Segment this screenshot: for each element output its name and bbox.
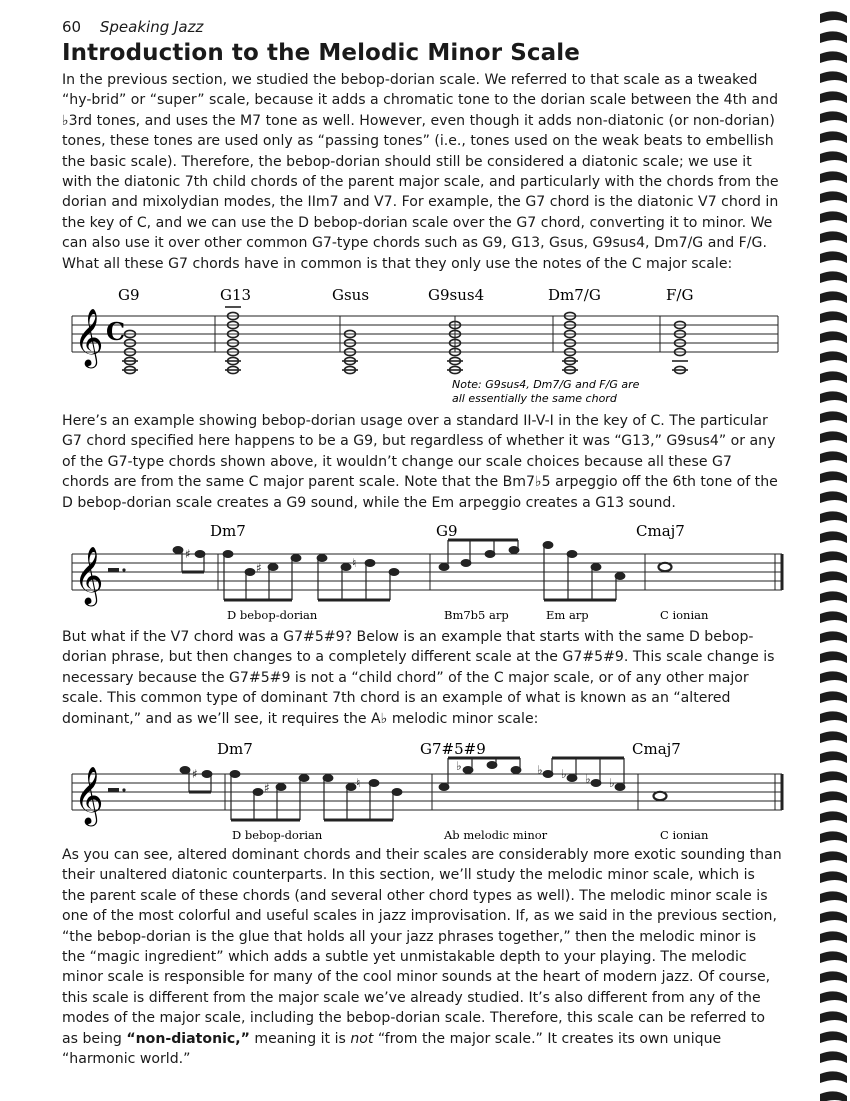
- binding-coil: [820, 511, 847, 523]
- sharp-icon: ♯: [192, 767, 198, 781]
- binding-coil: [820, 711, 847, 723]
- chord-symbol-dm7: Dm7: [210, 522, 246, 540]
- binding-coil: [820, 591, 847, 603]
- bold-term-non-diatonic: “non-diatonic,”: [126, 1030, 250, 1047]
- binding-coil: [820, 71, 847, 83]
- binding-coil: [820, 431, 847, 443]
- chord-symbol-g9: G9: [118, 286, 140, 304]
- binding-coil: [820, 51, 847, 63]
- section-title: Introduction to the Melodic Minor Scale: [62, 40, 580, 66]
- binding-coil: [820, 771, 847, 783]
- binding-coil: [820, 551, 847, 563]
- chord-symbol-g13: G13: [220, 286, 252, 304]
- dotted-half-rest: [108, 568, 126, 572]
- binding-coil: [820, 931, 847, 943]
- flat-icon: ♭: [456, 759, 462, 773]
- chord-symbol-g9sus4: G9sus4: [428, 286, 485, 304]
- binding-coil: [820, 11, 847, 23]
- running-title: Speaking Jazz: [99, 18, 204, 36]
- sharp-icon: ♯: [185, 547, 191, 561]
- whole-note: [659, 563, 672, 571]
- treble-clef-icon: 𝄞: [74, 766, 104, 824]
- binding-coil: [820, 731, 847, 743]
- binding-coil: [820, 211, 847, 223]
- binding-coil: [820, 691, 847, 703]
- chord-symbol-g7-sharp5-sharp9: G7#5#9: [420, 740, 486, 758]
- paragraph-melodic-minor-intro: [62, 845, 782, 1069]
- binding-coil: [820, 891, 847, 903]
- treble-clef-icon: 𝄞: [74, 546, 104, 604]
- paragraph-text: As you can see, altered dominant chords and their scales are considerably more exotic sounding than their unaltered diatonic counterparts. In this section, we’ll study the melodic minor scale, which is the parent scale of these chords (and several other chord types as well). The melodic minor scale is one of the most colorful and useful scales in jazz improvisation. If, as we said in the previous section, “the bebop-dorian is the glue that holds all your jazz phrases together,” then the melodic minor is the “magic ingredient” which adds a subtle yet unmistakable depth to your playing. The melodic minor scale is responsible for many of the cool minor sounds at the heart of modern jazz. Of course, this scale is different from the major scale we’ve already studied. It’s also different from any of the modes of the major scale, including the bebop-dorian scale. Therefore, this scale can be referred to as being: [62, 847, 782, 1047]
- flat-icon: ♭: [585, 772, 591, 786]
- binding-coil: [820, 351, 847, 363]
- binding-coil: [820, 191, 847, 203]
- voicing-note-line2: all essentially the same chord: [452, 392, 617, 405]
- example1-notation: [60, 282, 790, 410]
- example3-notation: [60, 738, 790, 844]
- melody-notes: [180, 758, 625, 820]
- binding-coil: [820, 611, 847, 623]
- binding-coil: [820, 831, 847, 843]
- staff-lines: [72, 316, 778, 352]
- italic-emphasis-not: not: [350, 1030, 374, 1047]
- treble-clef-icon: 𝄞: [74, 308, 104, 366]
- binding-coil: [820, 391, 847, 403]
- flat-icon: ♭: [561, 767, 567, 781]
- chord-symbol-dm7: Dm7: [217, 740, 253, 758]
- caption-bm7b5-arp: Bm7b5 arp: [444, 608, 509, 622]
- caption-c-ionian: C ionian: [660, 608, 709, 622]
- paragraph-intro: In the previous section, we studied the bebop-dorian scale. We referred to that scale as a tweaked “hy-brid” or “super” scale, because it adds a chromatic tone to the dorian scale between the 4th and ♭3rd tones, and uses the M7 tone as well. However, even though it adds non-diatonic (or non-dorian) tones, these tones are used only as “passing tones” (i.e., tones used on the weak beats to embellish the basic scale). Therefore, the bebop-dorian should still be considered a diatonic scale; we use it with the diatonic 7th child chords of the parent major scale, and particularly with the chords from the dorian and mixolydian modes, the IIm7 and V7. For example, the G7 chord is the diatonic V7 chord in the key of C, and we can use the D bebop-dorian scale over the G7 chord, converting it to minor. We can also use it over other common G7-type chords such as G9, G13, Gsus, G9sus4, Dm7/G and F/G. What all these G7 chords have in common is that they only use the notes of the C major scale:: [62, 72, 779, 272]
- voicing-note-line1: Note: G9sus4, Dm7/G and F/G are: [452, 378, 640, 391]
- binding-coil: [820, 1071, 847, 1083]
- chord-symbol-dm7-over-g: Dm7/G: [548, 286, 601, 304]
- chord-symbol-g9: G9: [436, 522, 458, 540]
- sharp-icon: ♯: [264, 781, 270, 795]
- binding-coil: [820, 331, 847, 343]
- binding-coil: [820, 1091, 847, 1101]
- binding-coil: [820, 911, 847, 923]
- page-number: 60: [62, 18, 82, 36]
- chord-symbol-f-over-g: F/G: [666, 286, 694, 304]
- chord-voicing-f-over-g: [672, 321, 688, 373]
- binding-coil: [820, 631, 847, 643]
- binding-coil: [820, 751, 847, 763]
- binding-coil: [820, 531, 847, 543]
- binding-coil: [820, 131, 847, 143]
- sharp-icon: ♯: [256, 561, 262, 575]
- binding-coil: [820, 951, 847, 963]
- binding-coil: [820, 991, 847, 1003]
- binding-coil: [820, 651, 847, 663]
- binding-coil: [820, 151, 847, 163]
- binding-coil: [820, 1051, 847, 1063]
- binding-coil: [820, 31, 847, 43]
- paragraph-text: “from the major scale.” It creates its own unique “harmonic world.”: [62, 1030, 722, 1068]
- binding-coil: [820, 371, 847, 383]
- page-header: [62, 18, 203, 36]
- binding-coil: [820, 171, 847, 183]
- caption-c-ionian: C ionian: [660, 828, 709, 842]
- caption-ab-melodic-minor: Ab melodic minor: [444, 828, 548, 842]
- binding-coil: [820, 251, 847, 263]
- binding-coil: [820, 231, 847, 243]
- binding-coil: [820, 311, 847, 323]
- common-time-signature: C: [106, 317, 126, 346]
- binding-coil: [820, 111, 847, 123]
- binding-coil: [820, 871, 847, 883]
- binding-coil: [820, 971, 847, 983]
- staff-lines: [72, 554, 782, 590]
- binding-coil: [820, 671, 847, 683]
- chord-symbol-gsus: Gsus: [332, 286, 370, 304]
- paragraph-bebop-dorian-example: Here’s an example showing bebop-dorian usage over a standard II-V-I in the key of C. The particular G7 chord specified here happens to be a G9, but regardless of whether it was “G13,” G9sus4” or any of the G7-type chords shown above, it wouldn’t change our scale choices because all these G7 chords are from the same C major parent scale. Note that the Bm7♭5 arpeggio off the 6th tone of the D bebop-dorian scale creates a G9 sound, while the Em arpeggio creates a G13 sound.: [62, 413, 778, 511]
- binding-coil: [820, 471, 847, 483]
- melody-notes: [173, 540, 625, 600]
- binding-coil: [820, 851, 847, 863]
- paragraph-text: meaning it is: [249, 1030, 351, 1047]
- chord-symbol-cmaj7: Cmaj7: [632, 740, 681, 758]
- flat-icon: ♭: [609, 776, 615, 790]
- whole-note: [654, 792, 667, 800]
- natural-icon: ♮: [352, 556, 357, 570]
- chord-voicing-g13: [225, 307, 241, 374]
- binding-coil: [820, 291, 847, 303]
- binding-coil: [820, 491, 847, 503]
- binding-coil: [820, 1011, 847, 1023]
- natural-icon: ♮: [356, 776, 361, 790]
- staff-lines: [72, 774, 782, 810]
- paragraph-altered-dominant: But what if the V7 chord was a G7#5#9? Below is an example that starts with the same D bebop-dorian phrase, but then changes to a completely different scale at the G7#5#9. This scale change is necessary because the G7#5#9 is not a “child chord” of the C major scale, or of any other major scale. This common type of dominant 7th chord is an example of what is known as an “altered dominant,” and as we’ll see, it requires the A♭ melodic minor scale:: [62, 629, 775, 727]
- example2-notation: [60, 520, 790, 625]
- caption-em-arp: Em arp: [546, 608, 589, 622]
- flat-icon: ♭: [537, 763, 543, 777]
- binding-coil: [820, 791, 847, 803]
- binding-coil: [820, 91, 847, 103]
- dotted-half-rest: [108, 788, 126, 792]
- caption-d-bebop-dorian: D bebop-dorian: [232, 828, 323, 842]
- binding-coil: [820, 451, 847, 463]
- binding-coil: [820, 1031, 847, 1043]
- binding-coil: [820, 271, 847, 283]
- spiral-binding: [814, 0, 850, 1101]
- caption-d-bebop-dorian: D bebop-dorian: [227, 608, 318, 622]
- binding-coil: [820, 811, 847, 823]
- binding-coil: [820, 571, 847, 583]
- binding-coil: [820, 411, 847, 423]
- chord-symbol-cmaj7: Cmaj7: [636, 522, 685, 540]
